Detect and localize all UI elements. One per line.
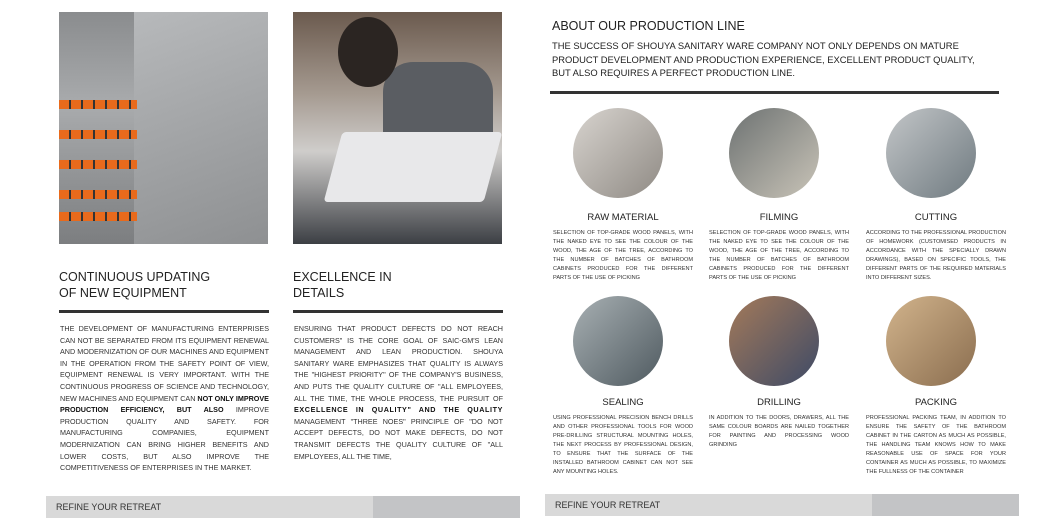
packing-photo: [886, 296, 976, 386]
divider: [59, 310, 269, 313]
drilling-title: DRILLING: [757, 397, 801, 408]
sealing-photo: [573, 296, 663, 386]
cutting-photo: [886, 108, 976, 198]
equipment-heading: CONTINUOUS UPDATING OF NEW EQUIPMENT: [59, 270, 211, 300]
worker-photo: [293, 12, 502, 244]
equipment-photo: [59, 12, 268, 244]
drilling-photo: [729, 296, 819, 386]
cutting-title: CUTTING: [914, 212, 958, 223]
left-footer: REFINE YOUR RETREAT: [46, 496, 520, 518]
raw-material-title: RAW MATERIAL: [587, 212, 659, 223]
divider: [550, 91, 999, 94]
cutting-description: ACCORDING TO THE PROFESSIONAL PRODUCTION OF HOMEWORK (CUSTOMISED PRODUCTS IN ACCORDANCE WITH THE SPECIALLY DRAWN DRAWINGS), BASED ON SPECIFIC TOOLS, THE DIFFERENT PARTS OF THE REQUIRED MATERIALS INTO DIFFERENT SIZES.: [866, 230, 1006, 281]
divider: [293, 310, 503, 313]
excellence-body: ENSURING THAT PRODUCT DEFECTS DO NOT REACH CUSTOMERS" IS THE CORE GOAL OF SAIC-GM'S LEAN MANAGEMENT AND LEAN PRODUCTION. SHOUYA SANITARY WARE EMPHASIZES THAT QUALITY IS ALWAYS THE "HIGHEST PRIORITY" OF THE COMPANY'S BUSINESS, AND PUTS THE QUALITY CULTURE OF "ALL EMPLOYEES, ALL THE TIME, THE WHOLE PROCESS, THE PURSUIT OF EXCELLENCE IN QUALITY" AND THE QUALITY MANAGEMENT "THREE NOES" PRINCIPLE OF "DO NOT ACCEPT DEFECTS, DO NOT MAKE DEFECTS, DO NOT TRANSMIT DEFECTS THE QUALITY CULTURE OF "ALL EMPLOYEES, ALL THE TIME,: [294, 324, 503, 461]
filming-photo: [729, 108, 819, 198]
sealing-description: USING PROFESSIONAL PRECISION BENCH DRILLS AND OTHER PROFESSIONAL TOOLS FOR WOOD PRE-DRILLING STRUCTURAL MOUNTING HOLES, THE NEXT PROCESS BY PROFESSIONAL DESIGN, TO ENSURE THAT THE SURFACE OF THE INSTALLED BATHROOM CABINET CAN NOT SEE ANY MOUNTING HOLES.: [553, 415, 693, 475]
excellence-heading: EXCELLENCE IN DETAILS: [293, 270, 392, 300]
equipment-body: THE DEVELOPMENT OF MANUFACTURING ENTERPRISES CAN NOT BE SEPARATED FROM ITS EQUIPMENT RENEWAL AND MODERNIZATION OF OUR MACHINES AND EQUIPMENT IN THE OPERATION FROM THE SAFETY POINT OF VIEW, EQUIPMENT RENEWAL IS VERY IMPORTANT. WITH THE CONTINUOUS PROGRESS OF SCIENCE AND TECHNOLOGY, NEW MACHINES AND EQUIPMENT CAN NOT ONLY IMPROVE PRODUCTION EFFICIENCY, BUT ALSO IMPROVE PRODUCTION QUALITY AND SAFETY. FOR MANUFACTURING COMPANIES, EQUIPMENT MODERNIZATION CAN BRING HIGHER BENEFITS AND LOWER COSTS, BUT ALSO IMPROVE THE COMPETITIVENESS OF ENTERPRISES IN THE MARKET.: [60, 324, 269, 473]
packing-description: PROFESSIONAL PACKING TEAM, IN ADDITION TO ENSURE THE SAFETY OF THE BATHROOM CABINET IN THE CARTON AS MUCH AS POSSIBLE, THE HANDLING TEAM KNOWS HOW TO MAKE REASONABLE USE OF SPACE FOR YOUR CONTAINER AS MUCH AS POSSIBLE, TO MAXIMIZE THE FULLNESS OF THE CONTAINER: [866, 415, 1006, 475]
packing-title: PACKING: [914, 397, 958, 408]
sealing-title: SEALING: [602, 397, 644, 408]
raw-material-description: SELECTION OF TOP-GRADE WOOD PANELS, WITH THE NAKED EYE TO SEE THE COLOUR OF THE WOOD, THE AGE OF THE TREE, ACCORDING TO THE NUMBER OF BATCHES OF BATHROOM CABINETS PRODUCED FOR THE DIFFERENT PARTS OF THE USE OF PICKING: [553, 230, 693, 281]
filming-description: SELECTION OF TOP-GRADE WOOD PANELS, WITH THE NAKED EYE TO SEE THE COLOUR OF THE WOOD, THE AGE OF THE TREE, ACCORDING TO THE NUMBER OF BATCHES OF BATHROOM CABINETS PRODUCED FOR THE DIFFERENT PARTS OF THE USE OF PICKING: [709, 230, 849, 281]
right-footer: REFINE YOUR RETREAT: [545, 494, 1019, 516]
section-intro: THE SUCCESS OF SHOUYA SANITARY WARE COMPANY NOT ONLY DEPENDS ON MATURE PRODUCT DEVELOPMENT AND PRODUCTION EXPERIENCE, EXCELLENT PRODUCT QUALITY, BUT ALSO REQUIRES A PERFECT PRODUCTION LINE.: [552, 40, 975, 78]
section-title: ABOUT OUR PRODUCTION LINE: [552, 19, 745, 33]
raw-material-photo: [573, 108, 663, 198]
drilling-description: IN ADDITION TO THE DOORS, DRAWERS, ALL THE SAME COLOUR BOARDS ARE NAILED TOGETHER FOR PAINTING AND PROCESSING WOOD GRINDING: [709, 415, 849, 448]
filming-title: FILMING: [759, 212, 799, 223]
